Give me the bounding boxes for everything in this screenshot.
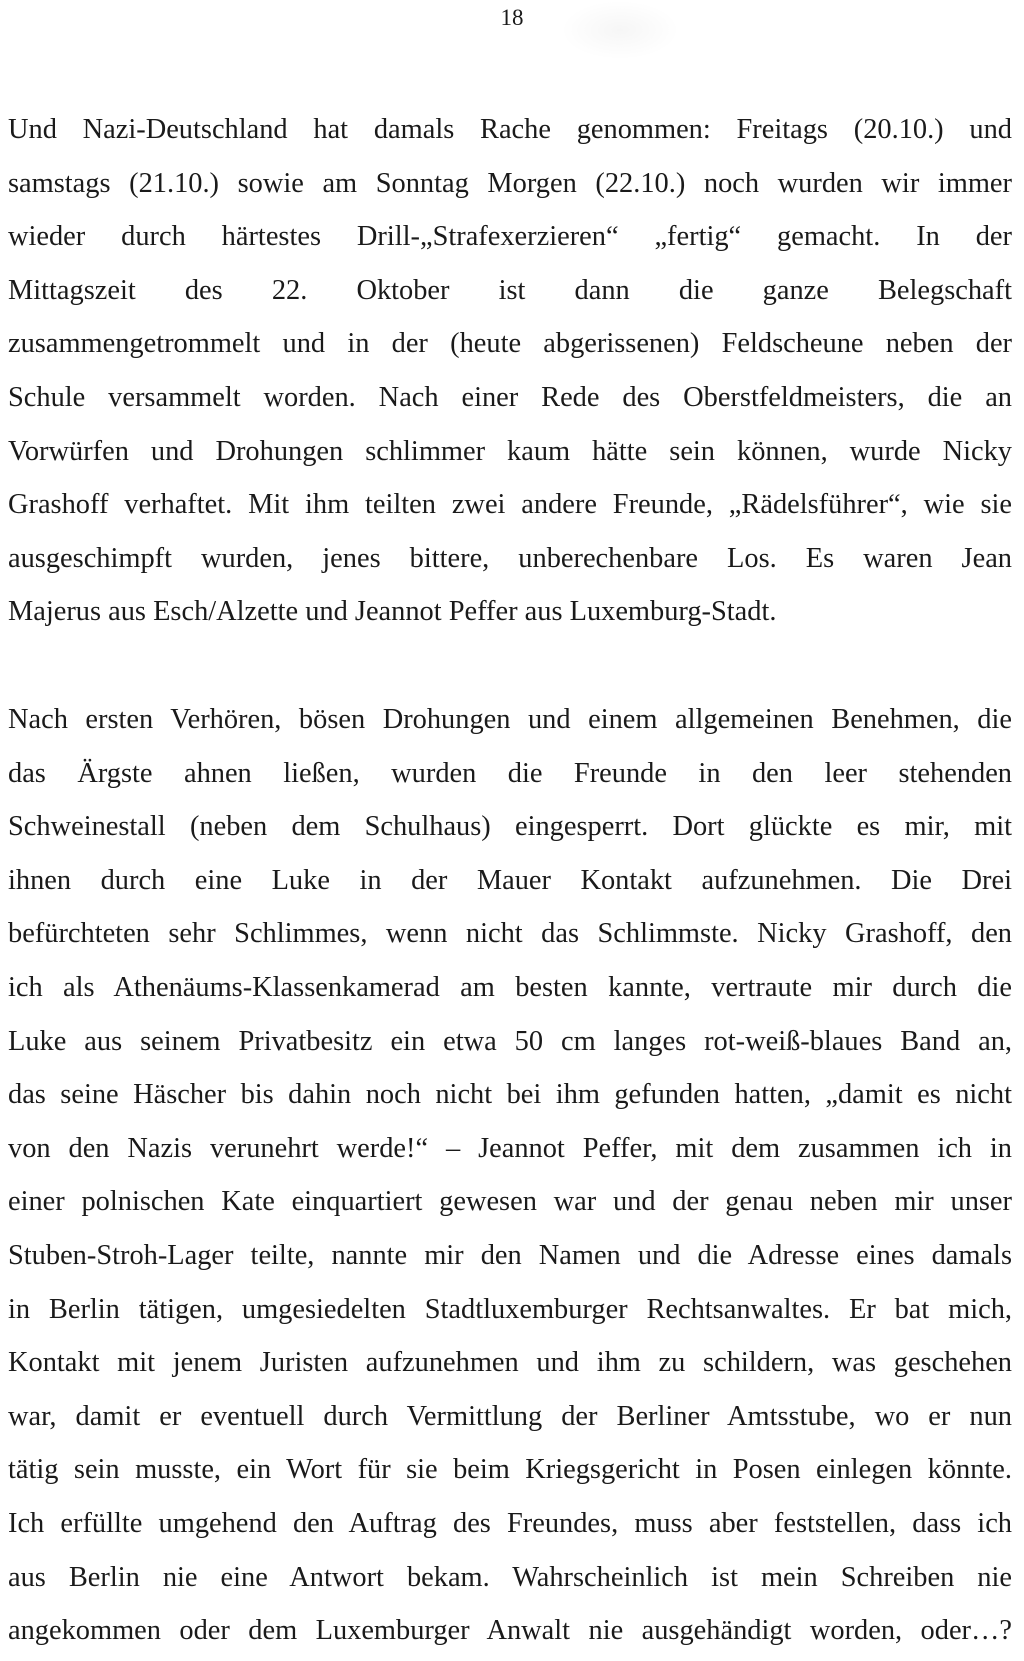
text-line: Kontakt mit jenem Juristen aufzunehmen und ihm zu schildern, was geschehen: [8, 1347, 1012, 1379]
text-line: ihnen durch eine Luke in der Mauer Kontakt aufzunehmen. Die Drei: [8, 864, 1012, 896]
text-line: zusammengetrommelt und in der (heute abgerissenen) Feldscheune neben der: [8, 328, 1012, 360]
text-line: befürchteten sehr Schlimmes, wenn nicht das Schlimmste. Nicky Grashoff, den: [8, 918, 1012, 950]
text-line: Vorwürfen und Drohungen schlimmer kaum hätte sein können, wurde Nicky: [8, 435, 1012, 467]
text-line: in Berlin tätigen, umgesiedelten Stadtluxemburger Rechtsanwaltes. Er bat mich,: [8, 1293, 1012, 1325]
page-number: 18: [500, 5, 524, 30]
text-line: ich als Athenäums-Klassenkamerad am besten kannte, vertraute mir durch die: [8, 971, 1012, 1003]
text-line: ausgeschimpft wurden, jenes bittere, unberechenbare Los. Es waren Jean: [8, 542, 1012, 574]
text-line: das seine Häscher bis dahin noch nicht bei ihm gefunden hatten, „damit es nicht: [8, 1079, 1012, 1111]
text-line: von den Nazis verunehrt werde!“ – Jeannot Peffer, mit dem zusammen ich in: [8, 1132, 1012, 1164]
text-line: Majerus aus Esch/Alzette und Jeannot Peffer aus Luxemburg-Stadt.: [8, 596, 777, 628]
text-line: das Ärgste ahnen ließen, wurden die Freunde in den leer stehenden: [8, 757, 1012, 789]
text-line: Grashoff verhaftet. Mit ihm teilten zwei andere Freunde, „Rädelsführer“, wie sie: [8, 489, 1012, 521]
text-line: Nach ersten Verhören, bösen Drohungen und einem allgemeinen Benehmen, die: [8, 704, 1012, 735]
text-line: Und Nazi-Deutschland hat damals Rache genommen: Freitags (20.10.) und: [8, 114, 1012, 145]
text-line: angekommen oder dem Luxemburger Anwalt nie ausgehändigt worden, oder…?: [8, 1615, 1012, 1647]
text-line: wieder durch härtestes Drill-„Strafexerzieren“ „fertig“ gemacht. In der: [8, 221, 1012, 253]
paragraph-2: [8, 693, 1012, 1658]
text-line: samstags (21.10.) sowie am Sonntag Morgen (22.10.) noch wurden wir immer: [8, 167, 1012, 199]
text-line: Schweinestall (neben dem Schulhaus) eingesperrt. Dort glückte es mir, mit: [8, 811, 1012, 843]
text-line: Stuben-Stroh-Lager teilte, nannte mir den Namen und die Adresse eines damals: [8, 1239, 1012, 1271]
text-line: aus Berlin nie eine Antwort bekam. Wahrscheinlich ist mein Schreiben nie: [8, 1561, 1012, 1593]
text-line: Schule versammelt worden. Nach einer Rede des Oberstfeldmeisters, die an: [8, 381, 1012, 413]
paragraph-1: [8, 103, 1012, 639]
text-line: war, damit er eventuell durch Vermittlung der Berliner Amtsstube, wo er nun: [8, 1400, 1012, 1432]
text-line: Ich erfüllte umgehend den Auftrag des Freundes, muss aber feststellen, dass ich: [8, 1507, 1012, 1539]
text-line: Mittagszeit des 22. Oktober ist dann die ganze Belegschaft: [8, 274, 1012, 306]
text-line: einer polnischen Kate einquartiert gewesen war und der genau neben mir unser: [8, 1186, 1012, 1218]
text-line: Luke aus seinem Privatbesitz ein etwa 50 cm langes rot-weiß-blaues Band an,: [8, 1025, 1012, 1057]
text-line: tätig sein musste, ein Wort für sie beim Kriegsgericht in Posen einlegen könnte.: [8, 1454, 1012, 1486]
